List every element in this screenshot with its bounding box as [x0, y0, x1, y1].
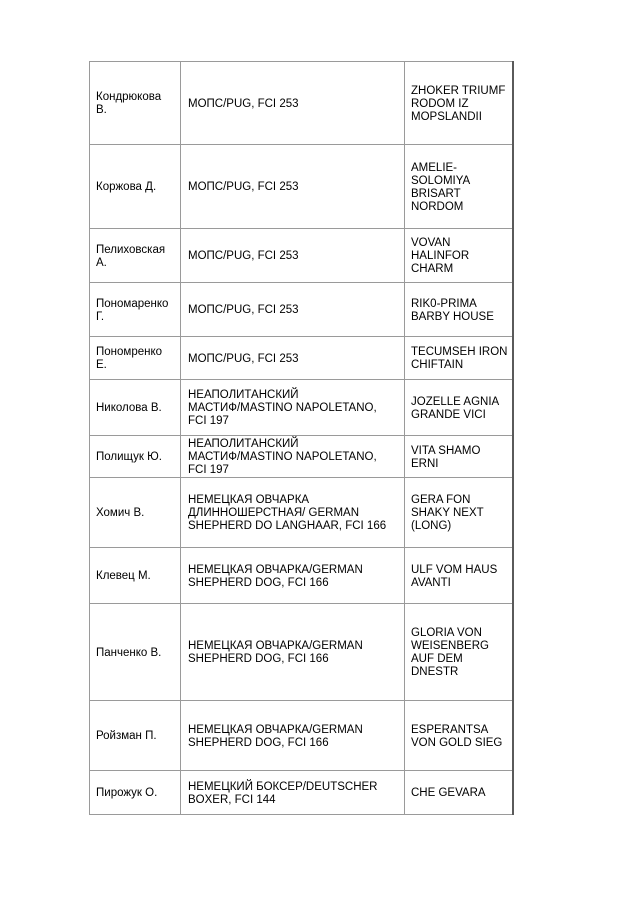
dog-name-cell: JOZELLE AGNIA GRANDE VICI [405, 380, 514, 436]
breed-cell: МОПС/PUG, FCI 253 [181, 62, 405, 145]
table-row [90, 604, 514, 701]
breed-cell: НЕМЕЦКАЯ ОВЧАРКА/GERMAN SHEPHERD DOG, FCI 166 [181, 701, 405, 771]
breed-cell: НЕМЕЦКАЯ ОВЧАРКА/GERMAN SHEPHERD DOG, FCI 166 [181, 548, 405, 604]
dog-name-cell: ESPERANTSA VON GOLD SIEG [405, 701, 514, 771]
breed-cell: НЕАПОЛИТАНСКИЙ МАСТИФ/MASTINO NAPOLETANO, FCI 197 [181, 436, 405, 478]
table-row [90, 436, 514, 478]
table-row [90, 337, 514, 380]
dog-name-cell: GERA FON SHAKY NEXT (LONG) [405, 478, 514, 548]
dog-name-cell: ZHOKER TRIUMF RODOM IZ MOPSLANDII [405, 62, 514, 145]
owner-cell: Пономаренко Г. [90, 283, 181, 337]
table-row [90, 380, 514, 436]
breed-cell: НЕАПОЛИТАНСКИЙ МАСТИФ/MASTINO NAPOLETANO, FCI 197 [181, 380, 405, 436]
breed-cell: МОПС/PUG, FCI 253 [181, 229, 405, 283]
table-row [90, 145, 514, 229]
breed-cell: МОПС/PUG, FCI 253 [181, 337, 405, 380]
dog-name-cell: RIK0-PRIMA BARBY HOUSE [405, 283, 514, 337]
owner-cell: Пономренко Е. [90, 337, 181, 380]
owner-cell: Николова В. [90, 380, 181, 436]
owner-cell: Ройзман П. [90, 701, 181, 771]
owner-cell: Полищук Ю. [90, 436, 181, 478]
dog-name-cell: TECUMSEH IRON CHIFTAIN [405, 337, 514, 380]
breed-cell: НЕМЕЦКАЯ ОВЧАРКА/GERMAN SHEPHERD DOG, FCI 166 [181, 604, 405, 701]
table-row [90, 701, 514, 771]
breed-cell: МОПС/PUG, FCI 253 [181, 283, 405, 337]
dog-name-cell: VOVAN HALINFOR CHARM [405, 229, 514, 283]
dog-name-cell: GLORIA VON WEISENBERG AUF DEM DNESTR [405, 604, 514, 701]
entries-table [89, 61, 514, 815]
breed-cell: НЕМЕЦКАЯ ОВЧАРКА ДЛИННОШЕРСТНАЯ/ GERMAN SHEPHERD DO LANGHAAR, FCI 166 [181, 478, 405, 548]
owner-cell: Пелиховская А. [90, 229, 181, 283]
table-row [90, 283, 514, 337]
table-row [90, 478, 514, 548]
dog-name-cell: ULF VOM HAUS AVANTI [405, 548, 514, 604]
owner-cell: Панченко В. [90, 604, 181, 701]
dog-name-cell: CHE GEVARA [405, 771, 514, 815]
table-row [90, 229, 514, 283]
owner-cell: Клевец М. [90, 548, 181, 604]
table-row [90, 771, 514, 815]
table-right-border [512, 61, 514, 815]
breed-cell: НЕМЕЦКИЙ БОКСЕР/DEUTSCHER BOXER, FCI 144 [181, 771, 405, 815]
owner-cell: Пирожук О. [90, 771, 181, 815]
dog-name-cell: AMELIE-SOLOMIYA BRISART NORDOM [405, 145, 514, 229]
breed-cell: МОПС/PUG, FCI 253 [181, 145, 405, 229]
table-row [90, 62, 514, 145]
owner-cell: Хомич В. [90, 478, 181, 548]
owner-cell: Коржова Д. [90, 145, 181, 229]
table-row [90, 548, 514, 604]
dog-name-cell: VITA SHAMO ERNI [405, 436, 514, 478]
owner-cell: Кондрюкова В. [90, 62, 181, 145]
